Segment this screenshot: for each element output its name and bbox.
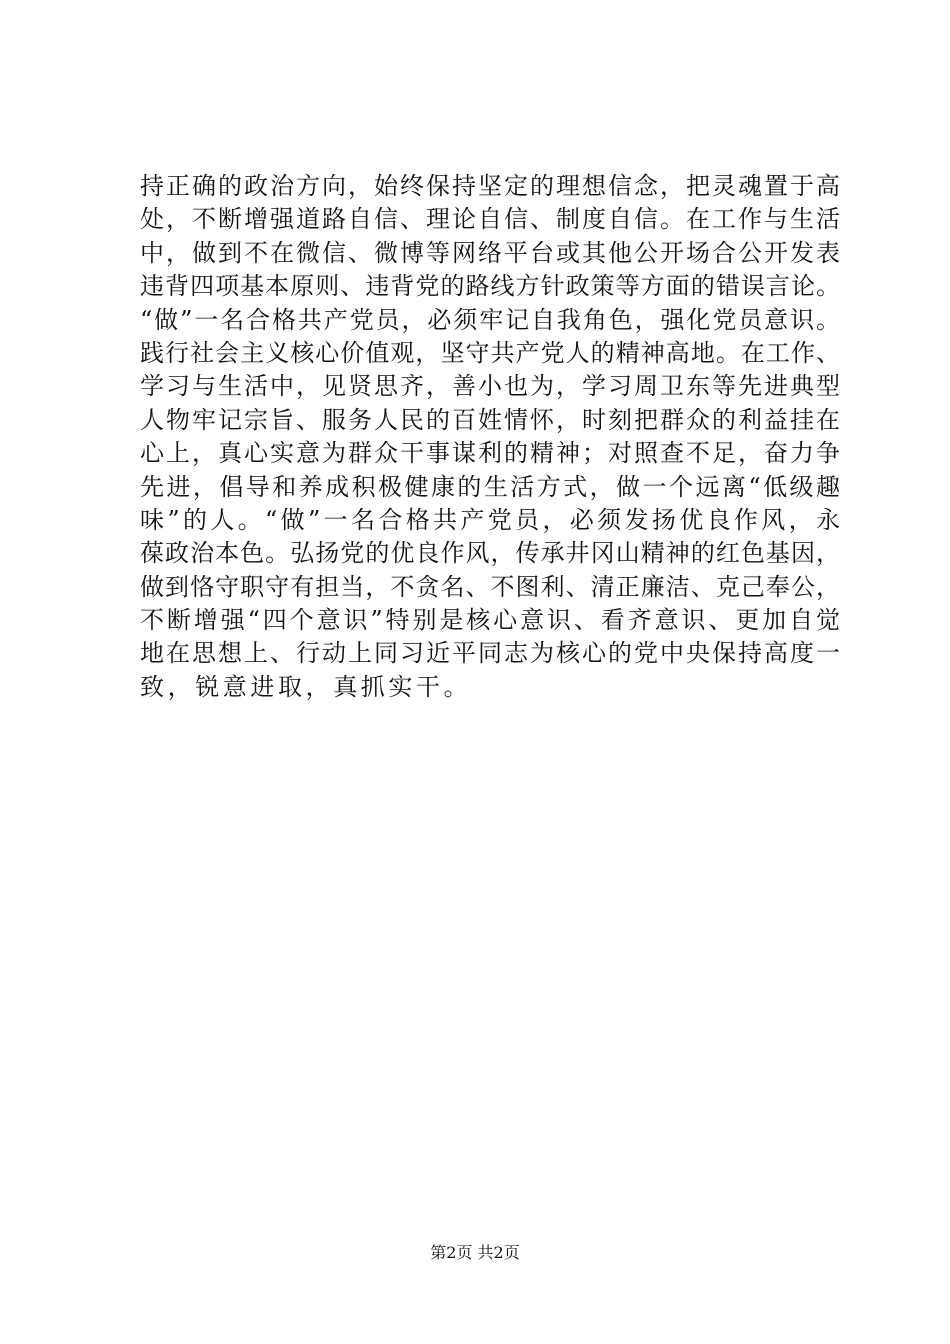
text-line-15: 地在思想上、行动上同习近平同志为核心的党中央保持高度一	[140, 639, 840, 668]
text-line-3: 中，做到不在微信、微博等网络平台或其他公开场合公开发表	[140, 238, 840, 267]
text-line-1: 持正确的政治方向，始终保持坚定的理想信念，把灵魂置于高	[140, 172, 840, 200]
text-line-9: 心上，真心实意为群众干事谋利的精神；对照查不足，奋力争	[140, 439, 840, 468]
body-paragraph	[140, 170, 840, 704]
text-line-16: 致，锐意进取，真抓实干。	[140, 672, 472, 701]
text-line-5: “做”一名合格共产党员，必须牢记自我角色，强化党员意识。	[140, 305, 840, 334]
text-line-2: 处，不断增强道路自信、理论自信、制度自信。在工作与生活	[140, 205, 840, 234]
text-line-14: 不断增强“四个意识”特别是核心意识、看齐意识、更加自觉	[140, 606, 840, 635]
text-line-13: 做到恪守职守有担当，不贪名、不图利、清正廉洁、克己奉公，	[140, 572, 840, 601]
text-line-12: 葆政治本色。弘扬党的优良作风，传承井冈山精神的红色基因，	[140, 539, 840, 568]
text-line-11: 味”的人。“做”一名合格共产党员，必须发扬优良作风，永	[140, 505, 840, 534]
text-line-6: 践行社会主义核心价值观，坚守共产党人的精神高地。在工作、	[140, 338, 840, 367]
text-line-7: 学习与生活中，见贤思齐，善小也为，学习周卫东等先进典型	[140, 372, 840, 401]
text-line-4: 违背四项基本原则、违背党的路线方针政策等方面的错误言论。	[140, 272, 840, 301]
text-line-8: 人物牢记宗旨、服务人民的百姓情怀，时刻把群众的利益挂在	[140, 405, 840, 434]
text-line-10: 先进，倡导和养成积极健康的生活方式，做一个远离“低级趣	[140, 472, 840, 501]
page-number-footer: 第2页 共2页	[430, 1243, 520, 1262]
